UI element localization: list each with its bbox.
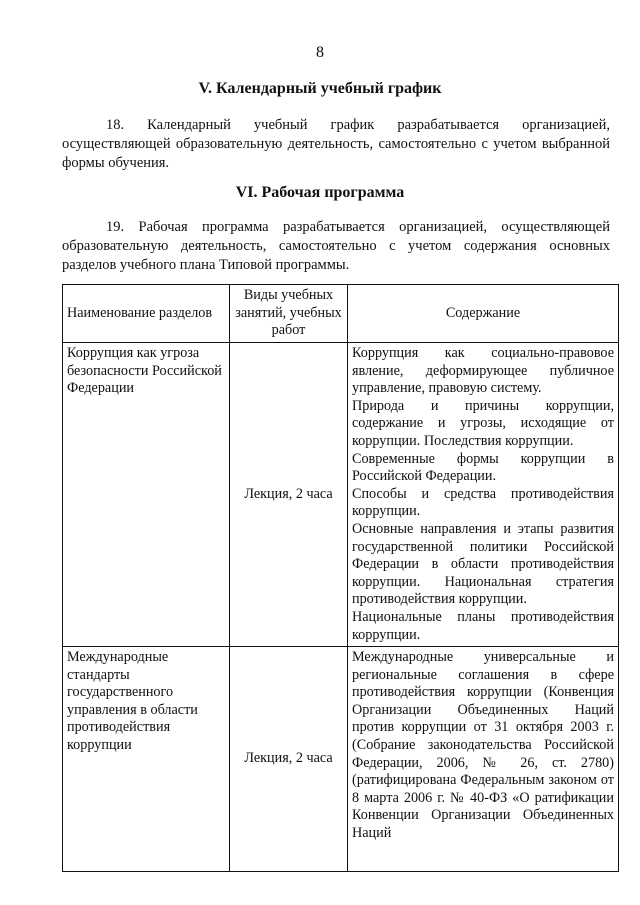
content-paragraph: Способы и средства противодействия коррупции.	[352, 485, 614, 520]
table-row	[63, 647, 619, 872]
row-activity-type: Лекция, 2 часа	[230, 647, 348, 872]
row-activity-type: Лекция, 2 часа	[230, 343, 348, 647]
content-paragraph: Природа и причины коррупции, содержание и угрозы, исходящие от коррупции. Последствия коррупции.	[352, 397, 614, 449]
table-row	[63, 343, 619, 647]
header-content: Содержание	[348, 285, 619, 343]
section-heading-6: VI. Рабочая программа	[235, 184, 405, 201]
row-content	[348, 647, 619, 872]
page-number: 8	[316, 44, 324, 61]
row-content	[348, 343, 619, 647]
paragraph-19: 19. Рабочая программа разрабатывается организацией, осуществляющей образовательную деятельность, самостоятельно с учетом содержания основных разделов учебного плана Типовой программы.	[62, 219, 610, 273]
content-paragraph: Международные универсальные и региональные соглашения в сфере противодействия коррупции (Конвенция Организации Объединенных Наций против коррупции от 31 октября 2003 г. (Собрание законодательства Российской Федерации, 2006, № 26, ст. 2780) (ратифицирована Федеральным законом от 8 марта 2006 г. № 40-ФЗ «О ратификации Конвенции Организации Объединенных Наций	[352, 649, 614, 842]
row-section-name: Коррупция как угроза безопасности Российской Федерации	[63, 343, 230, 647]
row-section-name: Международные стандарты государственного управления в области противодействия коррупции	[63, 647, 230, 872]
program-table	[62, 284, 619, 872]
content-paragraph: Национальные планы противодействия коррупции.	[352, 608, 614, 643]
content-paragraph: Современные формы коррупции в Российской Федерации.	[352, 450, 614, 485]
table-header-row	[63, 285, 619, 343]
content-paragraph: Основные направления и этапы развития государственной политики Российской Федерации в области противодействия коррупции. Национальная стратегия противодействия коррупции.	[352, 520, 614, 608]
paragraph-18: 18. Календарный учебный график разрабатывается организацией, осуществляющей образовательную деятельность, самостоятельно с учетом выбранной формы обучения.	[62, 117, 610, 171]
section-heading-5: V. Календарный учебный график	[198, 80, 442, 97]
content-paragraph: Коррупция как социально-правовое явление, деформирующее публичное управление, правовую систему.	[352, 345, 614, 397]
header-section-name: Наименование разделов	[63, 285, 230, 343]
header-activity-type: Виды учебных занятий, учебных работ	[230, 285, 348, 343]
